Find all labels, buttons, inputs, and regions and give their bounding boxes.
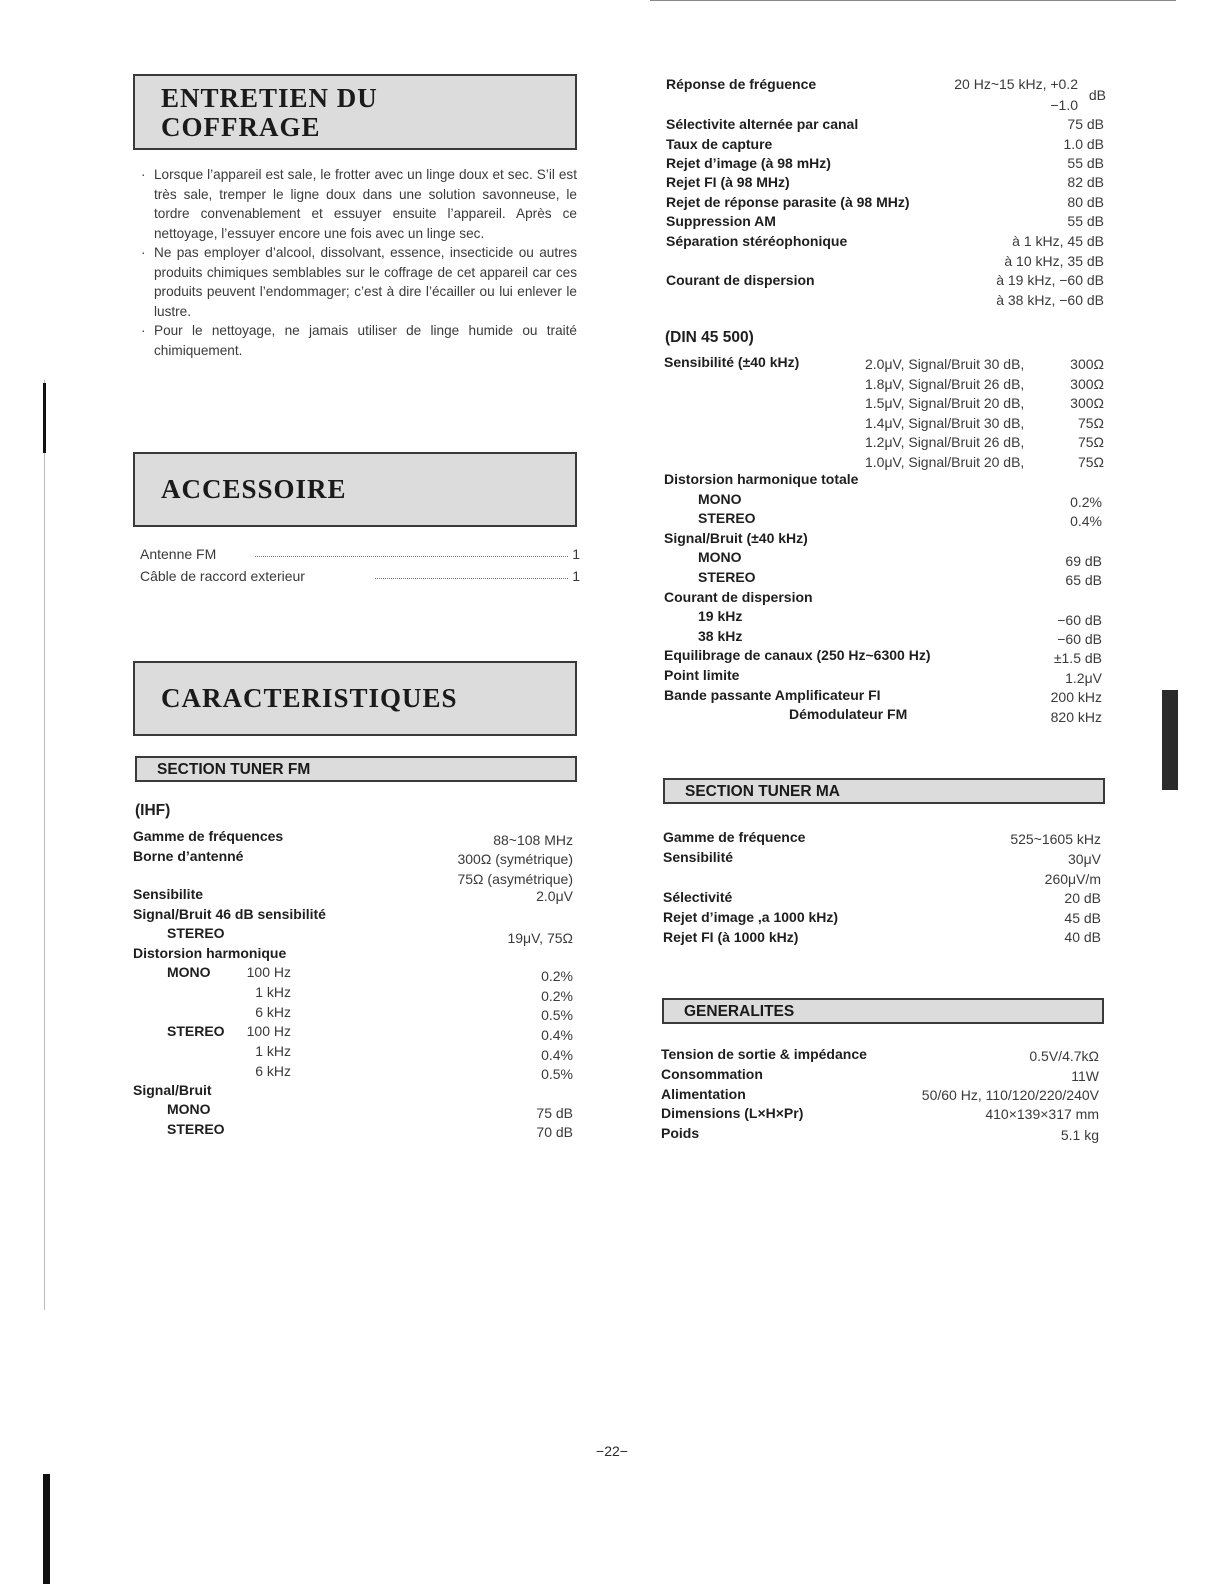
spec-value: 0.5V/4.7kΩ xyxy=(1029,1048,1099,1064)
spec-label: Rejet FI (à 98 MHz) xyxy=(666,174,790,190)
spec-row xyxy=(133,904,573,924)
spec-value: 0.4% xyxy=(541,1047,573,1063)
sensibilite-row xyxy=(865,354,1104,374)
sensibilite-impedance: 75Ω xyxy=(1077,453,1104,470)
spec-label: Rejet FI (à 1000 kHz) xyxy=(663,929,799,945)
spec-label: Tension de sortie & impédance xyxy=(661,1046,867,1062)
sensibilite-impedance: 75Ω xyxy=(1077,434,1104,450)
spec-row xyxy=(666,270,1104,290)
spec-label: Point limite xyxy=(664,667,740,683)
spec-value: 70 dB xyxy=(536,1124,573,1140)
spec-value: 0.2% xyxy=(541,988,573,1004)
spec-value: 20 Hz~15 kHz, +0.2 xyxy=(954,76,1078,92)
page-number: −22− xyxy=(596,1443,628,1459)
spec-value-row xyxy=(661,1085,1099,1105)
spec-value: 525~1605 kHz xyxy=(1010,831,1101,847)
spec-row xyxy=(666,192,1104,212)
spec-label: Sélectivite alternée par canal xyxy=(666,116,859,132)
accessory-item xyxy=(140,544,580,564)
spec-value-row xyxy=(663,829,1101,849)
spec-label: Sensibilite xyxy=(133,886,204,902)
scan-mark xyxy=(43,383,46,453)
spec-value: 5.1 kg xyxy=(1060,1127,1099,1143)
caracteristiques-title: CARACTERISTIQUES xyxy=(161,683,458,713)
spec-label: Poids xyxy=(661,1125,700,1141)
spec-label: STEREO xyxy=(167,1023,225,1039)
spec-value: 300Ω (symétrique) xyxy=(457,851,573,867)
spec-label: STEREO xyxy=(698,510,756,526)
spec-label: Rejet d’image ,a 1000 kHz) xyxy=(663,909,839,925)
accessory-item xyxy=(140,566,580,586)
spec-label: MONO xyxy=(167,964,211,980)
spec-value: 88~108 MHz xyxy=(493,832,573,848)
sensibilite-impedance: 300Ω xyxy=(1070,375,1104,392)
tuner-ma-section-box xyxy=(663,778,1105,804)
caracteristiques-title-box xyxy=(133,661,577,736)
spec-frequency: 1 kHz xyxy=(255,1043,291,1059)
entretien-title-line2: COFFRAGE xyxy=(161,112,321,142)
spec-label: Réponse de fréguence xyxy=(666,76,817,92)
spec-label: Signal/Bruit xyxy=(133,1082,212,1098)
accessoire-title-box xyxy=(133,452,577,527)
spec-value: −60 dB xyxy=(1057,612,1102,628)
spec-value: 1.0 dB xyxy=(1063,136,1104,152)
accessory-qty: 1 xyxy=(572,546,580,562)
spec-value: à 1 kHz, 45 dB xyxy=(1012,233,1104,249)
spec-label: MONO xyxy=(698,491,742,507)
spec-value-row xyxy=(663,869,1101,889)
spec-value: 11W xyxy=(1071,1068,1099,1084)
spec-row xyxy=(666,251,1104,271)
sensibilite-row xyxy=(865,452,1104,472)
spec-value: 0.4% xyxy=(541,1027,573,1043)
spec-value: 65 dB xyxy=(1065,572,1102,588)
spec-label: Séparation stéréophonique xyxy=(666,233,848,249)
spec-value: 55 dB xyxy=(1067,155,1104,171)
spec-value-row xyxy=(133,886,573,906)
sensibilite-row xyxy=(865,413,1104,433)
spec-value: 69 dB xyxy=(1065,553,1102,569)
spec-label: STEREO xyxy=(698,569,756,585)
spec-label: Bande passante Amplificateur FI xyxy=(664,687,881,703)
tuner-fm-section-title: SECTION TUNER FM xyxy=(157,761,311,778)
spec-value: 55 dB xyxy=(1067,213,1104,229)
spec-value: 19μV, 75Ω xyxy=(507,930,573,946)
spec-value-row xyxy=(663,849,1101,869)
spec-value: 30μV xyxy=(1068,851,1101,867)
spec-value: 45 dB xyxy=(1064,910,1101,926)
scan-mark-bottom xyxy=(43,1474,50,1584)
spec-value: −1.0 xyxy=(1050,97,1078,113)
accessoire-title: ACCESSOIRE xyxy=(161,474,347,504)
tuner-ma-section-title: SECTION TUNER MA xyxy=(685,783,840,800)
spec-label: Signal/Bruit 46 dB sensibilité xyxy=(133,906,326,922)
generalites-section-title: GENERALITES xyxy=(684,1003,795,1020)
spec-label: Courant de dispersion xyxy=(664,589,813,605)
spec-value: 20 dB xyxy=(1064,890,1101,906)
spec-label: Signal/Bruit (±40 kHz) xyxy=(664,530,808,546)
spec-frequency: 100 Hz xyxy=(246,964,291,980)
spec-value-row xyxy=(133,1122,573,1142)
spec-value: ±1.5 dB xyxy=(1053,650,1102,666)
spec-label: Consommation xyxy=(661,1066,763,1082)
spec-row xyxy=(666,74,1104,94)
sensibilite-row xyxy=(865,374,1104,394)
sensibilite-value: 1.5μV, Signal/Bruit 20 dB, xyxy=(865,395,1025,411)
spec-label: MONO xyxy=(698,549,742,565)
spec-label: 19 kHz xyxy=(698,608,743,624)
spec-value: −60 dB xyxy=(1057,631,1102,647)
spec-label: Borne d’antenné xyxy=(133,848,244,864)
spec-value-row xyxy=(661,1066,1099,1086)
spec-value: à 38 kHz, −60 dB xyxy=(996,292,1104,308)
spec-value: 0.4% xyxy=(1070,513,1102,529)
spec-row xyxy=(666,134,1104,154)
spec-value-row xyxy=(663,888,1101,908)
spec-value: 0.2% xyxy=(541,968,573,984)
unit-text: dB xyxy=(1088,87,1106,103)
spec-row xyxy=(666,153,1104,173)
accessory-qty: 1 xyxy=(572,568,580,584)
spec-value: 0.5% xyxy=(541,1007,573,1023)
spec-frequency: 6 kHz xyxy=(255,1063,291,1079)
spec-label: 38 kHz xyxy=(698,628,743,644)
spec-label: Dimensions (L×H×Pr) xyxy=(661,1105,804,1121)
spec-value: 75 dB xyxy=(1067,116,1104,132)
spec-value: 82 dB xyxy=(1067,174,1104,190)
spec-label: Démodulateur FM xyxy=(789,706,908,722)
spec-label: Alimentation xyxy=(661,1086,746,1102)
top-rule xyxy=(650,0,1176,1)
spec-row xyxy=(666,172,1104,192)
spec-value-row xyxy=(661,1046,1099,1066)
accessory-label: Antenne FM xyxy=(140,546,217,562)
spec-value-row xyxy=(664,707,1102,727)
spec-label: Rejet d’image (à 98 mHz) xyxy=(666,155,831,171)
spec-value: 820 kHz xyxy=(1050,709,1102,725)
spec-value-row xyxy=(663,908,1101,928)
spec-label: Suppression AM xyxy=(666,213,776,229)
spec-label: Distorsion harmonique xyxy=(133,945,287,961)
sensibilite-value: 1.8μV, Signal/Bruit 26 dB, xyxy=(865,375,1025,392)
spec-row xyxy=(666,231,1104,251)
spec-label: Sensibilité xyxy=(663,849,734,865)
entretien-title-line1: ENTRETIEN DU xyxy=(161,83,378,113)
sensibilite-impedance: 75Ω xyxy=(1077,414,1104,431)
spec-label: Taux de capture xyxy=(666,136,773,152)
spec-label: Courant de dispersion xyxy=(666,272,815,288)
spec-label: Distorsion harmonique totale xyxy=(664,471,859,487)
spec-row xyxy=(666,290,1104,310)
spec-label: Gamme de fréquence xyxy=(663,829,806,845)
spec-value: 40 dB xyxy=(1064,929,1101,945)
sensibilite-value: 1.4μV, Signal/Bruit 30 dB, xyxy=(865,414,1025,431)
entretien-bullet-2: · Ne pas employer d’alcool, dissolvant, essence, insecticide ou autres produits chimiques semblables sur le coffrage de cet appareil car ces produits peuvent l’endommager; c’est à dire l’écailler ou lui enlever le lustre. xyxy=(141,243,577,321)
sensibilite-impedance: 300Ω xyxy=(1070,356,1104,372)
sensibilite-impedance: 300Ω xyxy=(1070,395,1104,411)
spec-frequency: 6 kHz xyxy=(255,1004,291,1020)
entretien-bullet-3: · Pour le nettoyage, ne jamais utiliser de linge humide ou traité chimiquement. xyxy=(141,321,577,360)
spec-frequency: 1 kHz xyxy=(255,984,291,1000)
spec-label: Gamme de fréquences xyxy=(133,828,284,844)
generalites-section-box xyxy=(662,998,1104,1024)
entretien-bullet-1: · Lorsque l’appareil est sale, le frotter avec un linge doux et sec. S’il est très sale, tremper le ligne doux dans une solution savonneuse, le tordre convenablement et essuyer ensuite l’appareil. Après ce nettoyage, l’essuyer encore une fois avec un linge sec. xyxy=(141,165,577,243)
accessory-label: Câble de raccord exterieur xyxy=(140,568,305,584)
spec-value: 1.2μV xyxy=(1065,670,1102,686)
spec-value: 80 dB xyxy=(1067,194,1104,210)
sensibilite-row xyxy=(865,393,1104,413)
spec-value: 0.2% xyxy=(1070,494,1102,510)
spec-value-row xyxy=(133,849,573,869)
spec-row xyxy=(666,211,1104,231)
spec-value: 50/60 Hz, 110/120/220/240V xyxy=(921,1087,1099,1103)
spec-row xyxy=(133,943,573,963)
tuner-fm-section-box xyxy=(135,756,577,782)
spec-label: STEREO xyxy=(167,1121,225,1137)
spec-value: 75 dB xyxy=(536,1105,573,1121)
spec-frequency: 100 Hz xyxy=(246,1023,291,1039)
spec-label: Rejet de réponse parasite (à 98 MHz) xyxy=(666,194,910,210)
entretien-text xyxy=(141,165,577,360)
entretien-title-box xyxy=(133,74,577,150)
ihf-heading: (IHF) xyxy=(135,802,171,819)
spec-value: à 19 kHz, −60 dB xyxy=(996,272,1104,288)
sensibilite-value: 2.0μV, Signal/Bruit 30 dB, xyxy=(865,356,1025,372)
leader-dots xyxy=(375,578,568,579)
language-tab xyxy=(1162,690,1178,790)
spec-value-row xyxy=(663,927,1101,947)
spec-value: 75Ω (asymétrique) xyxy=(457,871,573,887)
spec-value: à 10 kHz, 35 dB xyxy=(1004,253,1104,269)
spec-row xyxy=(666,114,1104,134)
spec-row xyxy=(133,1080,573,1100)
spec-label: MONO xyxy=(167,1101,211,1117)
spec-value: 410×139×317 mm xyxy=(985,1106,1099,1122)
spec-value: 0.5% xyxy=(541,1066,573,1082)
spec-value-row xyxy=(661,1104,1099,1124)
spec-value-row xyxy=(661,1125,1099,1145)
leader-dots xyxy=(255,556,568,557)
spec-value: 200 kHz xyxy=(1050,689,1102,705)
spec-value: 260μV/m xyxy=(1044,871,1101,887)
spec-label: Equilibrage de canaux (250 Hz~6300 Hz) xyxy=(664,647,931,663)
spec-value: 2.0μV xyxy=(536,888,573,904)
spec-row xyxy=(666,95,1104,115)
din-heading: (DIN 45 500) xyxy=(665,329,754,346)
spec-label: Sélectivité xyxy=(663,889,733,905)
spec-label: STEREO xyxy=(167,925,225,941)
din-sensibilite-label: Sensibilité (±40 kHz) xyxy=(664,354,800,370)
db-unit xyxy=(1076,85,1106,105)
sensibilite-row xyxy=(865,432,1104,452)
page-edge-line xyxy=(44,380,45,1310)
sensibilite-value: 1.2μV, Signal/Bruit 26 dB, xyxy=(865,434,1025,450)
sensibilite-value: 1.0μV, Signal/Bruit 20 dB, xyxy=(865,453,1025,470)
